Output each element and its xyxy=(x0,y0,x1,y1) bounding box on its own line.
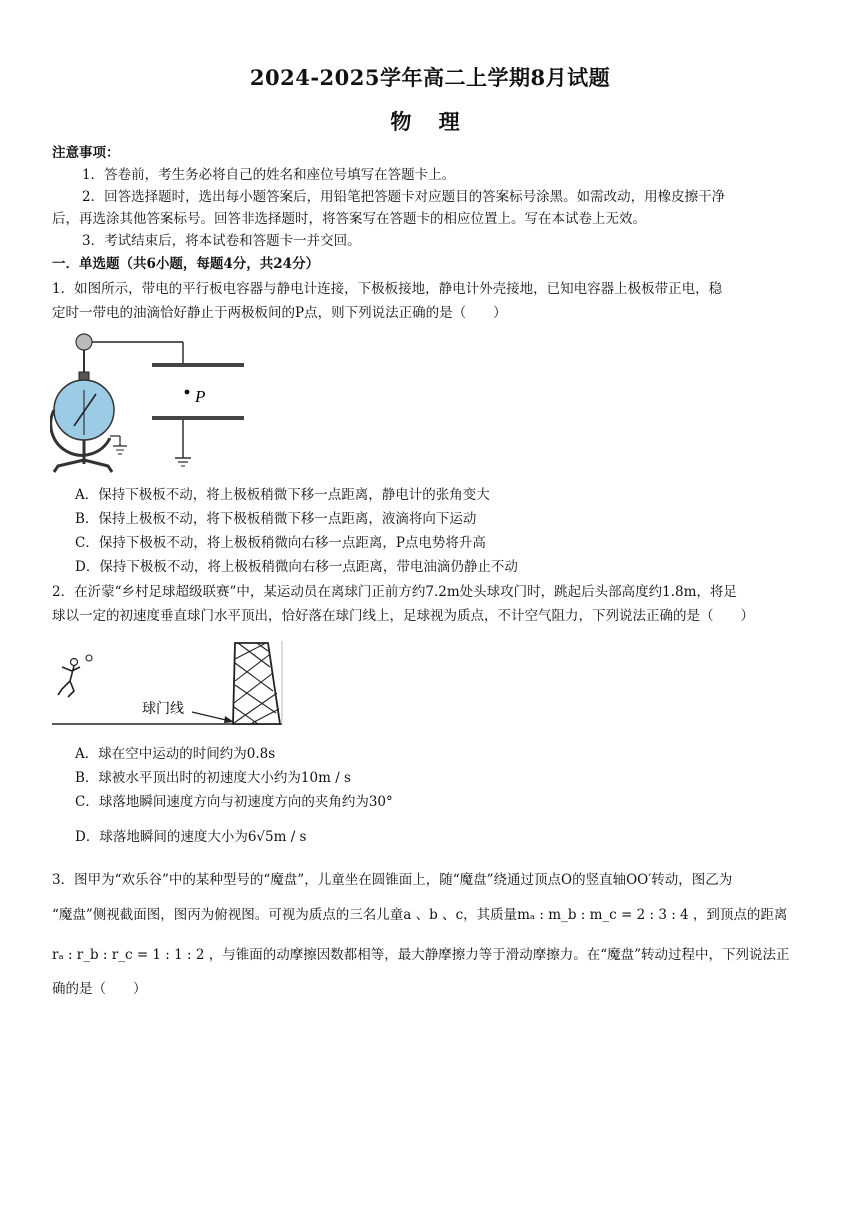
q2-option-a: A．球在空中运动的时间约为0.8s xyxy=(75,746,276,762)
soccer-goal-figure xyxy=(52,637,284,729)
q2-option-d: D．球落地瞬间的速度大小为6√5m / s xyxy=(75,829,307,845)
q1-option-a: A．保持下极板不动，将上极板稍微下移一点距离，静电计的张角变大 xyxy=(75,487,490,503)
notice-item: 3．考试结束后，将本试卷和答题卡一并交回。 xyxy=(82,233,361,249)
q2-option-b: B．球被水平顶出时的初速度大小约为10m / s xyxy=(75,770,351,786)
section-heading: 一．单选题（共6小题，每题4分，共24分） xyxy=(52,256,320,272)
q3-stem-line: “魔盘”侧视截面图，图丙为俯视图。可视为质点的三名儿童a 、b 、c，其质量mₐ : m_b : m_c = 2 : 3 : 4 ，到顶点的距离 xyxy=(52,907,788,923)
q2-option-c: C．球落地瞬间速度方向与初速度方向的夹角约为30° xyxy=(75,794,393,810)
q1-option-d: D．保持下极板不动，将上极板稍微向右移一点距离，带电油滴仍静止不动 xyxy=(75,559,518,575)
q1-option-c: C．保持下极板不动，将上极板稍微向右移一点距离，P点电势将升高 xyxy=(75,535,486,551)
page-title: 2024-2025学年高二上学期8月试题 xyxy=(249,65,611,90)
subject-title: 物 理 xyxy=(390,109,470,134)
q1-option-b: B．保持上极板不动，将下极板稍微下移一点距离，液滴将向下运动 xyxy=(75,511,477,527)
notice-item: 1．答卷前，考生务必将自己的姓名和座位号填写在答题卡上。 xyxy=(82,167,456,183)
q3-stem-line: rₐ : r_b : r_c = 1 : 1 : 2 ，与锥面的动摩擦因数都相等，最大静摩擦力等于滑动摩擦力。在“魔盘”转动过程中，下列说法正 xyxy=(52,947,790,963)
goal-line-label: 球门线 xyxy=(142,700,184,716)
q2-stem-line: 球以一定的初速度垂直球门水平顶出，恰好落在球门线上，足球视为质点，不计空气阻力，下列说法正确的是（ ） xyxy=(52,608,754,624)
point-p-label: P xyxy=(195,387,206,406)
q3-stem-line: 3．图甲为“欢乐谷”中的某种型号的“魔盘”，儿童坐在圆锥面上，随“魔盘”绕通过顶点O的竖直轴OO′转动，图乙为 xyxy=(52,872,733,888)
q1-stem-line: 1．如图所示，带电的平行板电容器与静电计连接，下极板接地，静电计外壳接地，已知电容器上极板带正电，稳 xyxy=(52,281,723,297)
q3-stem-line: 确的是（ ） xyxy=(52,981,147,997)
notice-item: 2．回答选择题时，选出每小题答案后，用铅笔把答题卡对应题目的答案标号涂黑。如需改动，用橡皮擦干净 xyxy=(82,189,726,205)
notice-item: 后，再选涂其他答案标号。回答非选择题时，将答案写在答题卡的相应位置上。写在本试卷上无效。 xyxy=(52,211,646,227)
capacitor-electrometer-figure xyxy=(50,330,260,478)
q2-stem-line: 2．在沂蒙“乡村足球超级联赛”中，某运动员在离球门正前方约7.2m处头球攻门时，跳起后头部高度约1.8m，将足 xyxy=(52,584,737,600)
notice-heading: 注意事项： xyxy=(52,145,120,161)
q1-stem-line: 定时一带电的油滴恰好静止于两极板间的P点，则下列说法正确的是（ ） xyxy=(52,305,507,321)
